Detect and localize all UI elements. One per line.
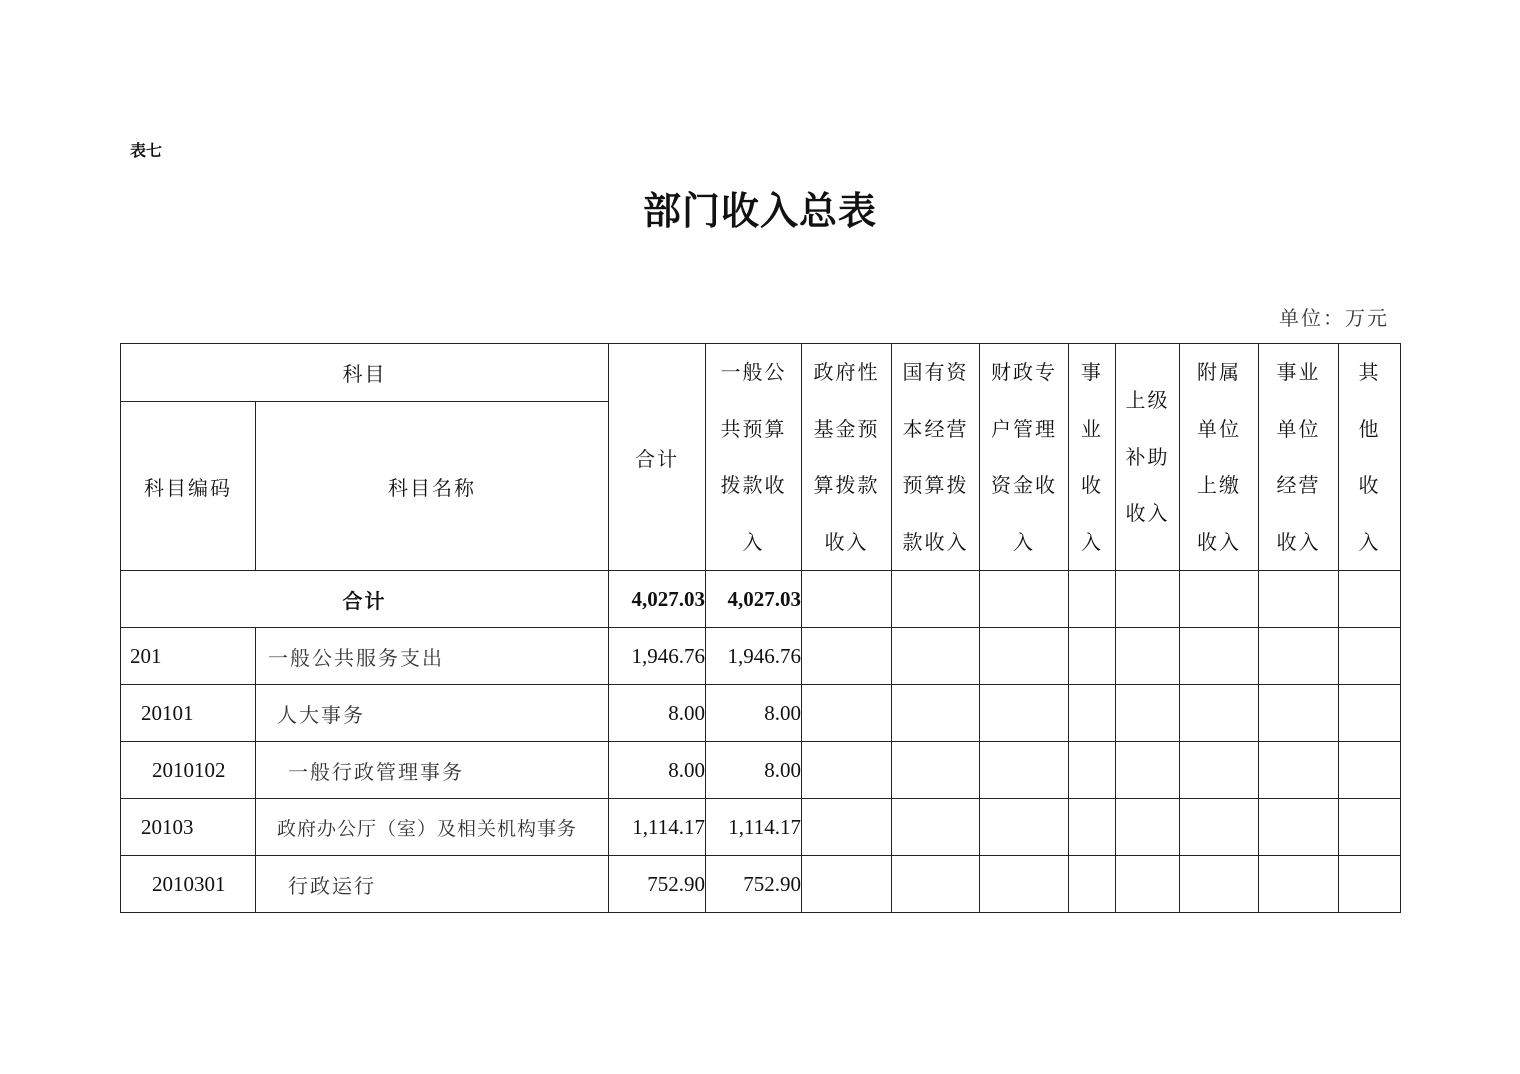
- row-code: 20103: [121, 799, 256, 856]
- header-special-account: 财政专 户管理 资金收 入: [980, 344, 1069, 571]
- header-state-capital: 国有资 本经营 预算拨 款收入: [892, 344, 980, 571]
- row-name: 一般行政管理事务: [256, 742, 609, 799]
- header-superior-subsidy: 上级 补助 收入: [1116, 344, 1180, 571]
- subject-name-header: 科目名称: [256, 402, 609, 571]
- table-total-row: [121, 571, 1401, 628]
- income-summary-table: [120, 343, 1401, 913]
- total-header: 合计: [609, 344, 706, 571]
- row-name: 人大事务: [256, 685, 609, 742]
- total-row-label: 合计: [121, 571, 609, 628]
- row-total: 8.00: [609, 742, 706, 799]
- subject-group-header: 科目: [121, 344, 609, 402]
- table-row: [121, 799, 1401, 856]
- row-name: 一般公共服务支出: [256, 628, 609, 685]
- table-row: [121, 685, 1401, 742]
- table-number: 表七: [130, 141, 163, 160]
- row-code: 201: [121, 628, 256, 685]
- table-row: [121, 742, 1401, 799]
- header-unit-operations: 事业 单位 经营 收入: [1259, 344, 1339, 571]
- total-row-general-budget: 4,027.03: [706, 571, 802, 628]
- table-row: [121, 628, 1401, 685]
- header-other-income: 其 他 收 入: [1339, 344, 1401, 571]
- row-total: 1,946.76: [609, 628, 706, 685]
- document-title: 部门收入总表: [642, 188, 877, 233]
- row-code: 20101: [121, 685, 256, 742]
- total-row-total: 4,027.03: [609, 571, 706, 628]
- row-total: 8.00: [609, 685, 706, 742]
- row-general-budget: 8.00: [706, 742, 802, 799]
- header-affiliated-units: 附属 单位 上缴 收入: [1180, 344, 1259, 571]
- subject-code-header: 科目编码: [121, 402, 256, 571]
- row-general-budget: 8.00: [706, 685, 802, 742]
- row-name: 行政运行: [256, 856, 609, 913]
- row-total: 752.90: [609, 856, 706, 913]
- row-general-budget: 752.90: [706, 856, 802, 913]
- row-total: 1,114.17: [609, 799, 706, 856]
- row-code: 2010102: [121, 742, 256, 799]
- header-business-income: 事 业 收 入: [1069, 344, 1116, 571]
- header-general-budget: 一般公 共预算 拨款收 入: [706, 344, 802, 571]
- table-row: [121, 856, 1401, 913]
- row-general-budget: 1,114.17: [706, 799, 802, 856]
- row-name: 政府办公厅（室）及相关机构事务: [256, 799, 609, 856]
- unit-note: 单位：万元: [1279, 306, 1389, 330]
- row-general-budget: 1,946.76: [706, 628, 802, 685]
- header-gov-fund: 政府性 基金预 算拨款 收入: [802, 344, 892, 571]
- row-code: 2010301: [121, 856, 256, 913]
